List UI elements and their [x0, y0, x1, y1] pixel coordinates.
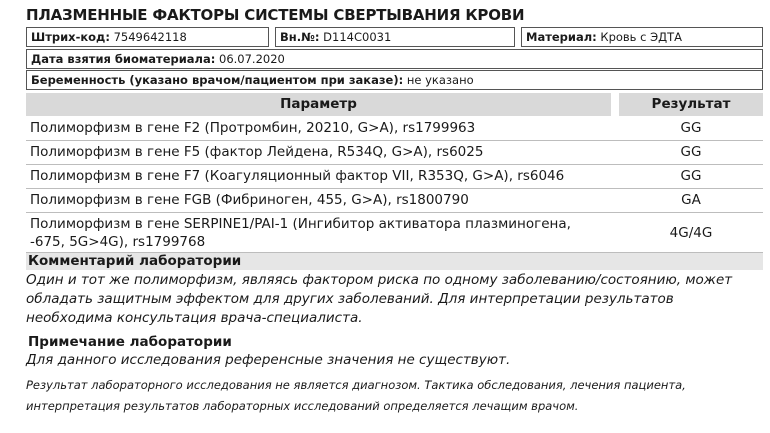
pregnancy-label: Беременность (указано врачом/пациентом при заказе): [31, 73, 404, 87]
table-header [26, 93, 763, 116]
material-field [521, 27, 763, 47]
pregnancy-value: не указано [406, 73, 474, 87]
table-row [26, 189, 763, 213]
table-row [26, 116, 763, 141]
row-result: GA [681, 192, 701, 208]
sample-date-value: 06.07.2020 [219, 52, 285, 66]
barcode-label: Штрих-код: [31, 30, 110, 44]
row-result: GG [680, 120, 702, 136]
row-result: GG [680, 144, 702, 160]
header-param: Параметр [26, 93, 611, 116]
results-table [26, 93, 763, 253]
row-param: Полиморфизм в гене F5 (фактор Лейдена, R534Q, G>A), rs6025 [30, 144, 484, 160]
lab-comment-text: Один и тот же полиморфизм, являясь фактором риска по одному заболеванию/состоянию, может обладать защитным эффектом для других заболеваний. Для интерпретации результатов необходима консультация врача-специалиста. [26, 272, 733, 326]
table-row [26, 213, 763, 253]
table-row [26, 141, 763, 165]
vn-label: Вн.№: [280, 30, 320, 44]
lab-note-text: Для данного исследования референсные значения не существуют. [26, 352, 511, 368]
sample-date-label: Дата взятия биоматериала: [31, 52, 216, 66]
row-result: 4G/4G [669, 224, 713, 241]
row-param: Полиморфизм в гене SERPINE1/PAI-1 (Ингибитор активатора плазминогена, -675, 5G>4G), rs1799768 [30, 215, 571, 250]
header-result: Результат [619, 93, 763, 116]
report-title: ПЛАЗМЕННЫЕ ФАКТОРЫ СИСТЕМЫ СВЕРТЫВАНИЯ КРОВИ [26, 6, 525, 24]
pregnancy-field [26, 70, 763, 90]
vn-value: D114C0031 [323, 30, 392, 44]
table-row [26, 165, 763, 189]
meta-row-ids [26, 27, 763, 47]
sample-date-field [26, 49, 763, 69]
row-param: Полиморфизм в гене F7 (Коагуляционный фактор VII, R353Q, G>A), rs6046 [30, 168, 565, 184]
meta-row-pregnancy [26, 70, 763, 90]
barcode-field [26, 27, 269, 47]
disclaimer-footnote: Результат лабораторного исследования не является диагнозом. Тактика обследования, лечения пациента, интерпретация результатов лабораторных исследований определяется лечащим врачом. [26, 378, 686, 413]
lab-note-title: Примечание лаборатории [28, 334, 232, 350]
meta-row-date [26, 49, 763, 69]
row-result: GG [680, 168, 702, 184]
material-value: Кровь с ЭДТА [600, 30, 683, 44]
lab-comment-title: Комментарий лаборатории [26, 253, 763, 270]
material-label: Материал: [526, 30, 597, 44]
barcode-value: 7549642118 [113, 30, 187, 44]
row-param: Полиморфизм в гене FGB (Фибриноген, 455, G>A), rs1800790 [30, 192, 469, 208]
row-param: Полиморфизм в гене F2 (Протромбин, 20210, G>A), rs1799963 [30, 120, 476, 136]
vn-field [275, 27, 515, 47]
